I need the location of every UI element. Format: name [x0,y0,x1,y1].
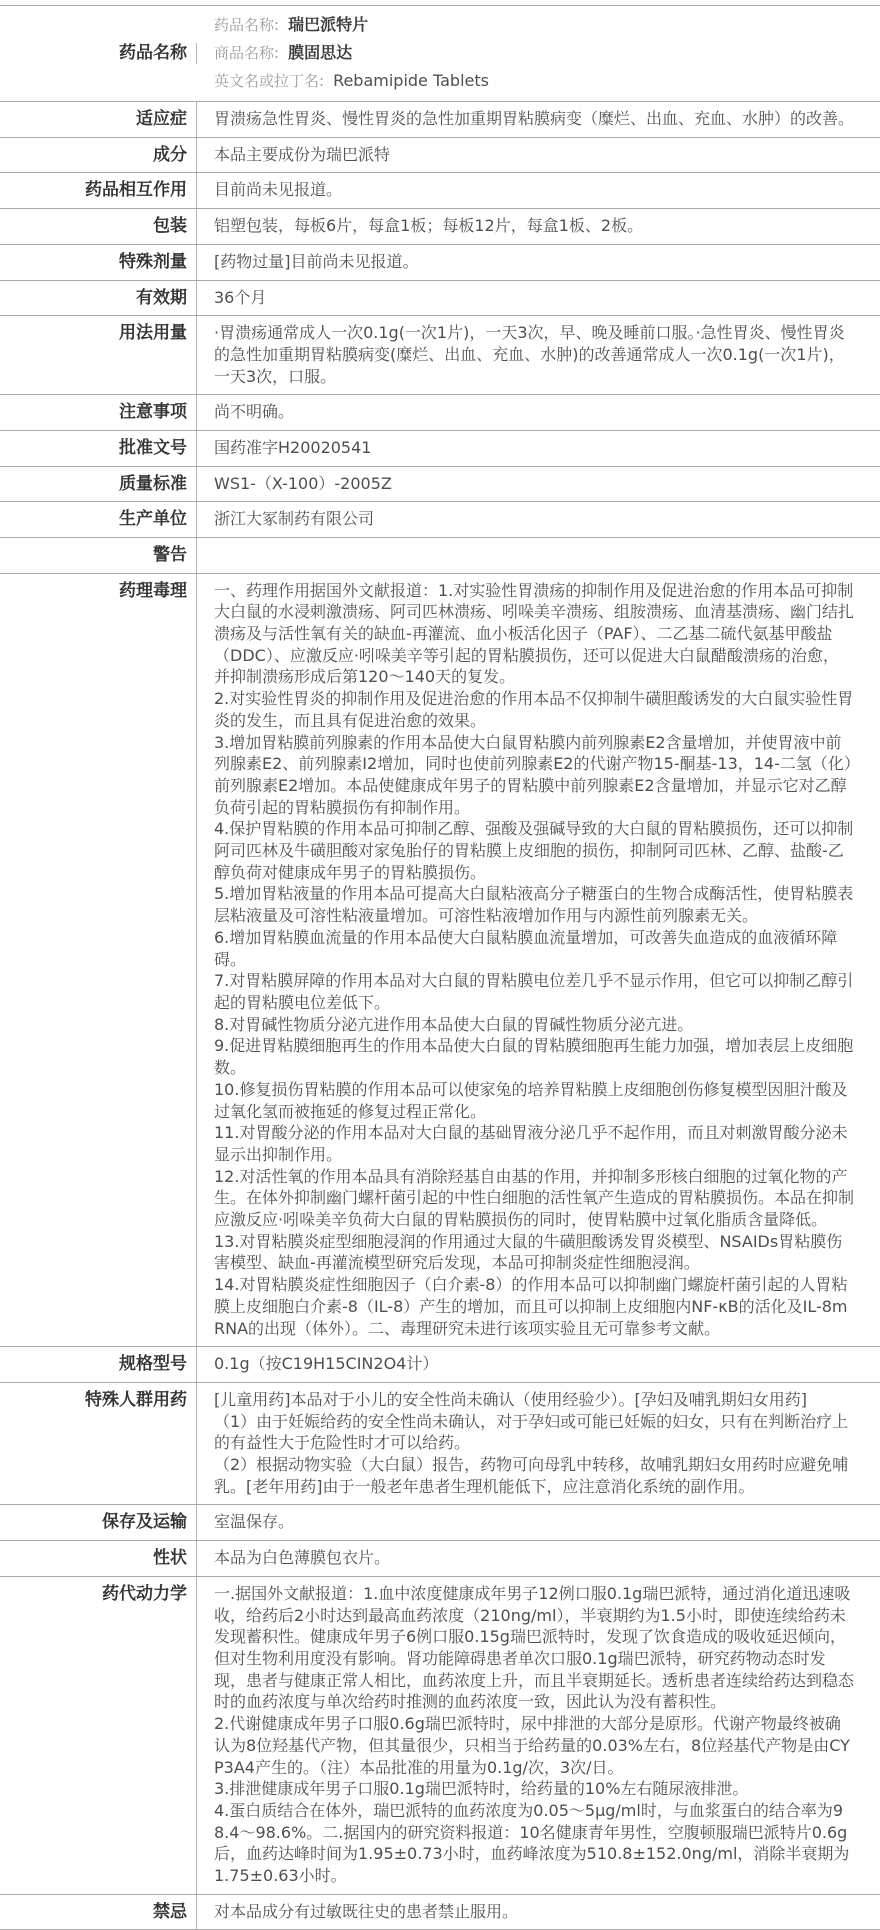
row-pharmacokinetics [0,1577,880,1895]
row-label-special-populations: 特殊人群用药 [0,1383,197,1505]
row-warning [0,538,880,574]
paragraph: 13.对胃粘膜炎症型细胞浸润的作用通过大鼠的牛磺胆酸诱发胃炎模型、NSAIDs胃粘膜伤害模型、缺血-再灌流模型研究后发现，本品可抑制炎症性细胞浸润。 [214,1231,843,1273]
paragraph: 一、药理作用据国外文献报道：1.对实验性胃溃疡的抑制作用及促进治愈的作用本品可抑制大白鼠的水浸刺激溃疡、阿司匹林溃疡、吲哚美辛溃疡、组胺溃疡、血清基溃疡、幽门结扎溃疡及与活性氧有关的缺血-再灌流、血小板活化因子（PAF）、二乙基二硫代氨基甲酸盐（DDC）、应激反应·吲哚美辛等引起的胃粘膜损伤，还可以促进大白鼠醋酸溃疡的治愈，并抑制溃疡形成后第120～140天的复发。 [214,580,855,687]
paragraph: [儿童用药]本品对于小儿的安全性尚未确认（使用经验少）。[孕妇及哺乳期妇女用药] [214,1389,807,1409]
row-content-warning [197,538,880,573]
paragraph: WS1-（X-100）-2005Z [214,473,392,493]
row-content-precautions [197,395,880,430]
row-label-drug-name: 药品名称 [0,43,197,65]
paragraph: [药物过量]目前尚未见报道。 [214,251,419,271]
row-packaging [0,209,880,245]
generic-name-line [214,11,854,39]
paragraph: 浙江大冢制药有限公司 [214,509,375,529]
paragraph: 4.保护胃粘膜的作用本品可抑制乙醇、强酸及强碱导致的大白鼠的胃粘膜损伤，还可以抑制阿司匹林及牛磺胆酸对家兔胎仔的胃粘膜上皮细胞的损伤，抑制阿司匹林、乙醇、盐酸-乙醇负荷对健康成年男子的胃粘膜损伤。 [214,819,854,882]
paragraph: 8.对胃碱性物质分泌亢进作用本品使大白鼠的胃碱性物质分泌亢进。 [214,1014,694,1034]
row-ingredients [0,138,880,174]
paragraph: 11.对胃酸分泌的作用本品对大白鼠的基础胃液分泌几乎不起作用，而且对刺激胃酸分泌未显示出抑制作用。 [214,1123,848,1164]
drug-info-page [0,5,880,1925]
generic-name-key: 药品名称: [214,16,280,34]
row-label-dosage-administration: 用法用量 [0,316,197,394]
row-label-contraindications: 禁忌 [0,1895,197,1930]
drug-info-table [0,5,880,1930]
row-content-shelf-life [197,281,880,316]
row-label-quality-standard: 质量标准 [0,467,197,502]
row-quality-standard [0,467,880,503]
row-label-indications: 适应症 [0,102,197,137]
row-label-specification: 规格型号 [0,1347,197,1382]
trade-name-key: 商品名称: [214,44,280,62]
paragraph: 尚不明确。 [214,402,295,422]
row-label-pharmacokinetics: 药代动力学 [0,1577,197,1894]
row-label-ingredients: 成分 [0,138,197,173]
paragraph: 4.蛋白质结合在体外，瑞巴派特的血药浓度为0.05～5μg/ml时，与血浆蛋白的结合率为98.4～98.6%。二.据国内的研究资料报道：10名健康青年男性，空腹顿服瑞巴派特片0.6g后，血药达峰时间为1.95±0.73小时，血药峰浓度为510.8±152.0ng/ml，消除半衰期为1.75±0.63小时。 [214,1800,850,1886]
row-content-drug-interactions [197,173,880,208]
row-content-special-dosage [197,245,880,280]
paragraph: 2.代谢健康成年男子口服0.6g瑞巴派特时，尿中排泄的大部分是原形。代谢产物最终被确认为8位羟基代产物，但其量很少，只相当于给药量的0.03%左右，8位羟基代产物是由CYP3A4产生的。（注）本品批准的用量为0.1g/次，3次/日。 [214,1714,850,1777]
row-precautions [0,395,880,431]
english-name-line [214,67,854,95]
paragraph: 目前尚未见报道。 [214,180,343,200]
row-special-populations [0,1383,880,1506]
row-content-indications [197,102,880,137]
paragraph: 0.1g（按C19H15CIN2O4计） [214,1354,439,1374]
row-content-packaging [197,209,880,244]
row-specification [0,1347,880,1383]
row-drug-name [0,6,880,102]
row-label-shelf-life: 有效期 [0,281,197,316]
paragraph: 36个月 [214,287,267,307]
paragraph: 7.对胃粘膜屏障的作用本品对大白鼠的胃粘膜电位差几乎不显示作用，但它可以抑制乙醇引起的胃粘膜电位差低下。 [214,971,854,1012]
row-label-precautions: 注意事项 [0,395,197,430]
english-name-value: Rebamipide Tablets [333,71,489,90]
row-content-pharmacokinetics [197,1577,880,1894]
paragraph: 10.修复损伤胃粘膜的作用本品可以使家兔的培养胃粘膜上皮细胞创伤修复模型因胆汁酸及过氧化氢而被拖延的修复过程正常化。 [214,1079,848,1121]
row-content-pharmacology-toxicology [197,574,880,1347]
paragraph: 9.促进胃粘膜细胞再生的作用本品使大白鼠的胃粘膜细胞再生能力加强，增加表层上皮细胞数。 [214,1036,854,1078]
row-content-quality-standard [197,467,880,502]
paragraph: 一.据国外文献报道：1.血中浓度健康成年男子12例口服0.1g瑞巴派特，通过消化道迅速吸收，给药后2小时达到最高血药浓度（210ng/ml），半衰期约为1.5小时，即使连续给药未发现蓄积性。健康成年男子6例口服0.15g瑞巴派特时，发现了饮食造成的吸收延迟倾向，但对生物利用度没有影响。肾功能障碍患者单次口服0.1g瑞巴派特，研究药物动态时发现，患者与健康正常人相比，血药浓度上升，而且半衰期延长。透析患者连续给药达到稳态时的血药浓度与单次给药时推测的血药浓度一致，因此认为没有蓄积性。 [214,1583,855,1712]
row-content-contraindications [197,1895,880,1930]
paragraph: 3.排泄健康成年男子口服0.1g瑞巴派特时，给药量的10%左右随尿液排泄。 [214,1779,749,1799]
row-special-dosage [0,245,880,281]
row-label-approval-number: 批准文号 [0,431,197,466]
paragraph: （1）由于妊娠给药的安全性尚未确认，对于孕妇或可能已妊娠的妇女，只有在判断治疗上的有益性大于危险性时才可以给药。 [214,1411,849,1453]
paragraph: 胃溃疡急性胃炎、慢性胃炎的急性加重期胃粘膜病变（糜烂、出血、充血、水肿）的改善。 [214,109,855,128]
row-label-storage-transport: 保存及运输 [0,1505,197,1540]
row-content-manufacturer [197,502,880,537]
row-contraindications [0,1895,880,1930]
paragraph: 12.对活性氧的作用本品具有消除羟基自由基的作用，并抑制多形核白细胞的过氧化物的产生。在体外抑制幽门螺杆菌引起的中性白细胞的活性氧产生造成的胃粘膜损伤。本品在抑制应激反应·吲哚美辛负荷大白鼠的胃粘膜损伤的同时，使胃粘膜中过氧化脂质含量降低。 [214,1166,855,1230]
paragraph: 铝塑包装，每板6片，每盒1板；每板12片，每盒1板、2板。 [214,216,644,236]
generic-name-value: 瑞巴派特片 [288,15,369,34]
row-content-ingredients [197,138,880,173]
drug-name-content [197,6,880,101]
trade-name-line [214,39,854,67]
paragraph: ·胃溃疡通常成人一次0.1g(一次1片)，一天3次，早、晚及睡前口服。·急性胃炎、慢性胃炎的急性加重期胃粘膜病变(糜烂、出血、充血、水肿)的改善通常成人一次0.1g(一次1片)，一天3次，口服。 [214,323,845,386]
row-content-special-populations [197,1383,880,1505]
paragraph: （2）根据动物实验（大白鼠）报告，药物可向母乳中转移，故哺乳期妇女用药时应避免哺乳。[老年用药]由于一般老年患者生理机能低下，应注意消化系统的副作用。 [214,1455,849,1496]
paragraph: 国药准字H20020541 [214,438,372,458]
row-label-special-dosage: 特殊剂量 [0,245,197,280]
row-content-description [197,1541,880,1576]
row-content-storage-transport [197,1505,880,1540]
row-approval-number [0,431,880,467]
row-content-dosage-administration [197,316,880,394]
row-content-approval-number [197,431,880,466]
row-label-warning: 警告 [0,538,197,573]
row-label-manufacturer: 生产单位 [0,502,197,537]
paragraph: 本品主要成份为瑞巴派特 [214,144,391,164]
row-label-packaging: 包装 [0,209,197,244]
row-label-drug-interactions: 药品相互作用 [0,173,197,208]
english-name-key: 英文名或拉丁名: [214,72,325,90]
row-shelf-life [0,281,880,317]
paragraph: 对本品成分有过敏既往史的患者禁止服用。 [214,1901,519,1921]
paragraph: 5.增加胃粘液量的作用本品可提高大白鼠粘液高分子糖蛋白的生物合成酶活性，使胃粘膜表层粘液量及可溶性粘液量增加。可溶性粘液增加作用与内源性前列腺素无关。 [214,884,854,926]
paragraph: 14.对胃粘膜炎症性细胞因子（白介素-8）的作用本品可以抑制幽门螺旋杆菌引起的人胃粘膜上皮细胞白介素-8（IL-8）产生的增加，而且可以抑制上皮细胞内NF-κB的活化及IL-8mRNA的出现（体外）。二、毒理研究未进行该项实验且无可靠参考文献。 [214,1275,848,1338]
row-label-description: 性状 [0,1541,197,1576]
row-drug-interactions [0,173,880,209]
row-dosage-administration [0,316,880,395]
row-indications [0,102,880,138]
paragraph: 6.增加胃粘膜血流量的作用本品使大白鼠粘膜血流量增加，可改善失血造成的血液循环障碍。 [214,927,838,969]
row-label-pharmacology-toxicology: 药理毒理 [0,574,197,1347]
row-manufacturer [0,502,880,538]
paragraph: 3.增加胃粘膜前列腺素的作用本品使大白鼠胃粘膜内前列腺素E2含量增加，并使胃液中前列腺素E2、前列腺素I2增加，同时也使前列腺素E2的代谢产物15-酮基-13，14-二氢（化）前列腺素E2增加。本品使健康成年男子的胃粘膜中前列腺素E2含量增加，并显示它对乙醇负荷引起的胃粘膜损伤有抑制作用。 [214,732,852,817]
row-storage-transport [0,1505,880,1541]
row-description [0,1541,880,1577]
row-content-specification [197,1347,880,1382]
row-pharmacology-toxicology [0,574,880,1348]
paragraph: 本品为白色薄膜包衣片。 [214,1548,391,1568]
paragraph: 室温保存。 [214,1512,295,1532]
trade-name-value: 膜固思达 [288,43,353,62]
paragraph: 2.对实验性胃炎的抑制作用及促进治愈的作用本品不仅抑制牛磺胆酸诱发的大白鼠实验性胃炎的发生，而且具有促进治愈的效果。 [214,689,854,730]
